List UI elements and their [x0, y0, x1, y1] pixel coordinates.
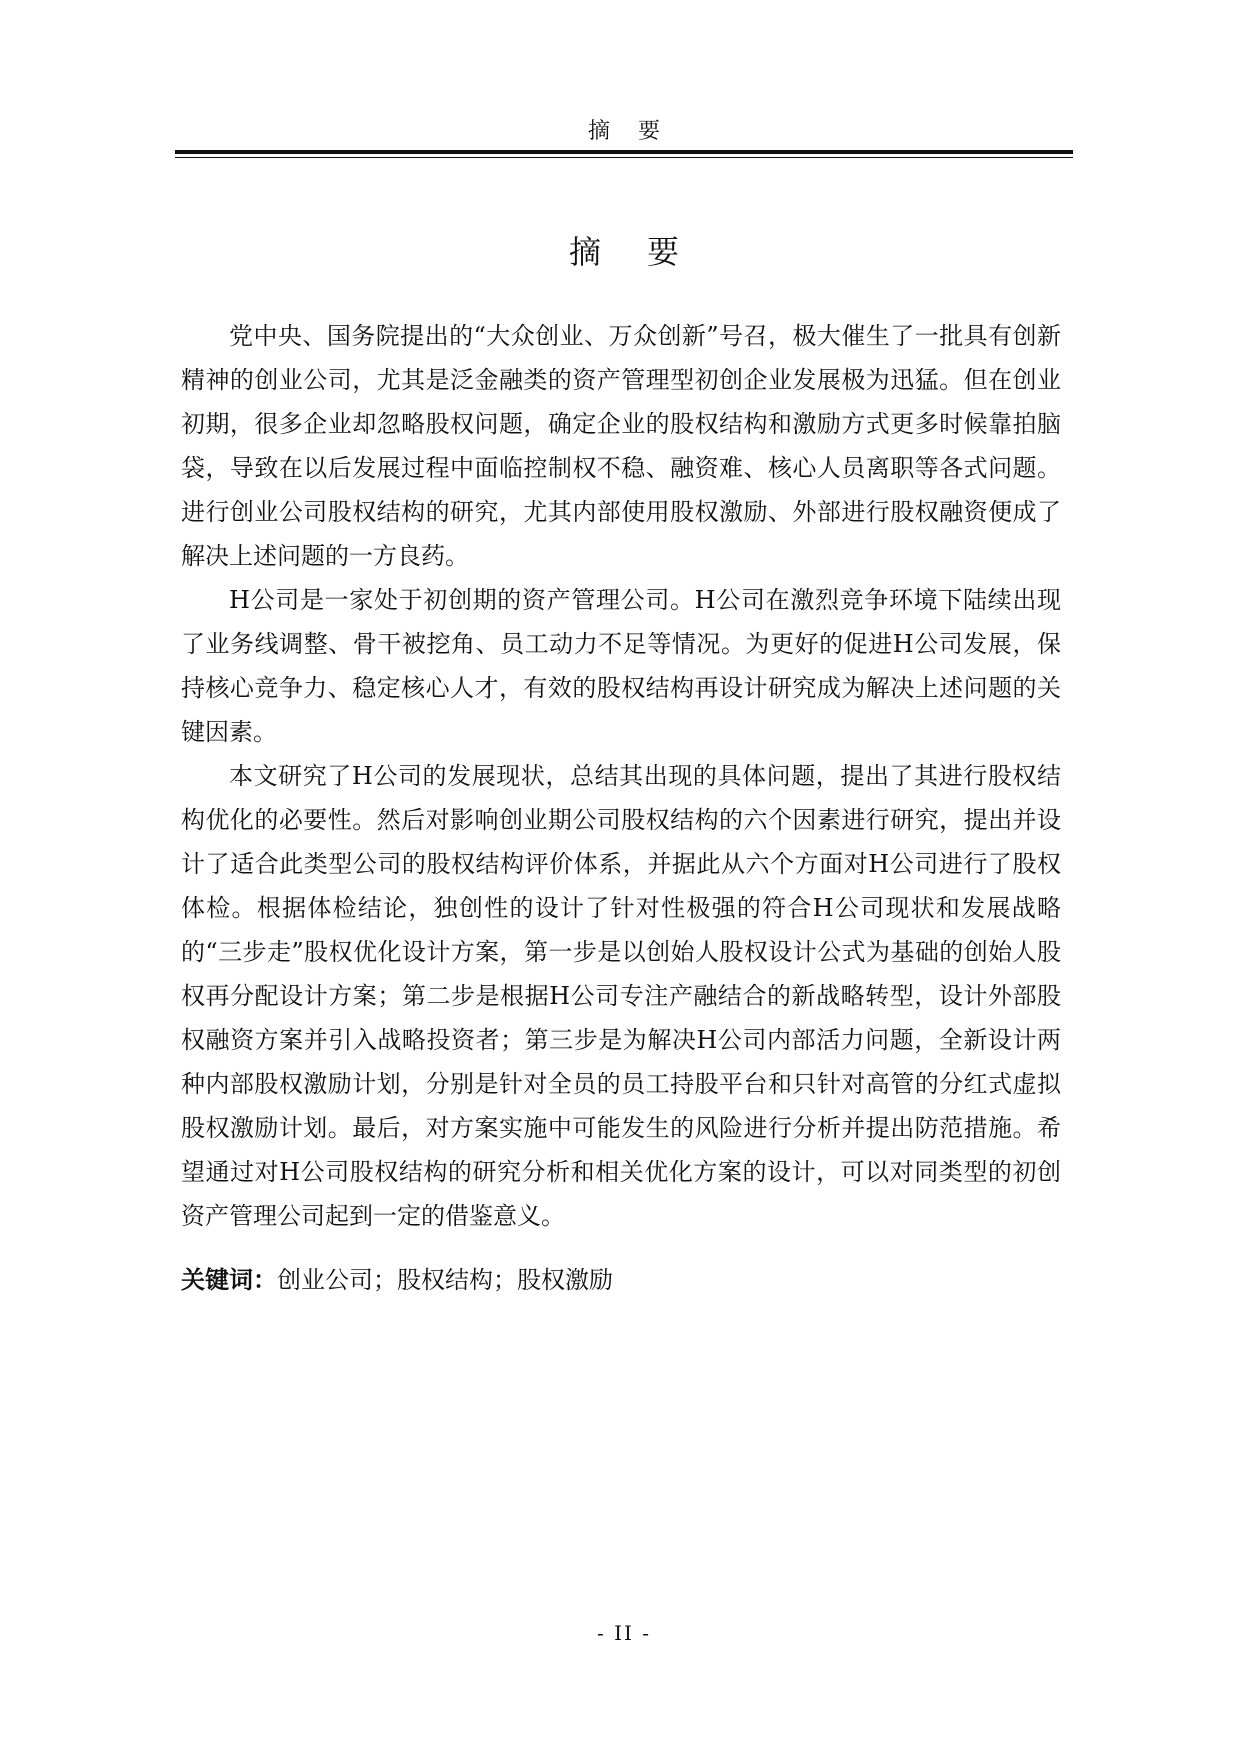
abstract-paragraph-1: 党中央、国务院提出的“大众创业、万众创新”号召，极大催生了一批具有创新精神的创业公司，尤其是泛金融类的资产管理型初创企业发展极为迅猛。但在创业初期，很多企业却忽略股权问题，确定企业的股权结构和激励方式更多时候靠拍脑袋，导致在以后发展过程中面临控制权不稳、融资难、核心人员离职等各式问题。进行创业公司股权结构的研究，尤其内部使用股权激励、外部进行股权融资便成了解决上述问题的一方良药。 — [181, 322, 1061, 570]
keywords-line — [181, 1262, 1061, 1298]
running-header: 摘要 — [587, 119, 688, 144]
keywords-label: 关键词： — [181, 1266, 277, 1294]
page-number: - II - — [596, 1621, 652, 1645]
abstract-body — [181, 314, 1061, 1238]
abstract-paragraph-2: H公司是一家处于初创期的资产管理公司。H公司在激烈竞争环境下陆续出现了业务线调整、骨干被挖角、员工动力不足等情况。为更好的促进H公司发展，保持核心竞争力、稳定核心人才，有效的股权结构再设计研究成为解决上述问题的关键因素。 — [181, 586, 1061, 746]
abstract-paragraph-3: 本文研究了H公司的发展现状，总结其出现的具体问题，提出了其进行股权结构优化的必要性。然后对影响创业期公司股权结构的六个因素进行研究，提出并设计了适合此类型公司的股权结构评价体系，并据此从六个方面对H公司进行了股权体检。根据体检结论，独创性的设计了针对性极强的符合H公司现状和发展战略的“三步走”股权优化设计方案，第一步是以创始人股权设计公式为基础的创始人股权再分配设计方案；第二步是根据H公司专注产融结合的新战略转型，设计外部股权融资方案并引入战略投资者；第三步是为解决H公司内部活力问题，全新设计两种内部股权激励计划，分别是针对全员的员工持股平台和只针对高管的分红式虚拟股权激励计划。最后，对方案实施中可能发生的风险进行分析并提出防范措施。希望通过对H公司股权结构的研究分析和相关优化方案的设计，可以对同类型的初创资产管理公司起到一定的借鉴意义。 — [181, 762, 1061, 1230]
page-title: 摘要 — [568, 233, 725, 271]
header-rule-thick — [175, 150, 1073, 154]
keywords-value: 创业公司；股权结构；股权激励 — [277, 1266, 613, 1294]
header-rule-thin — [175, 157, 1073, 158]
